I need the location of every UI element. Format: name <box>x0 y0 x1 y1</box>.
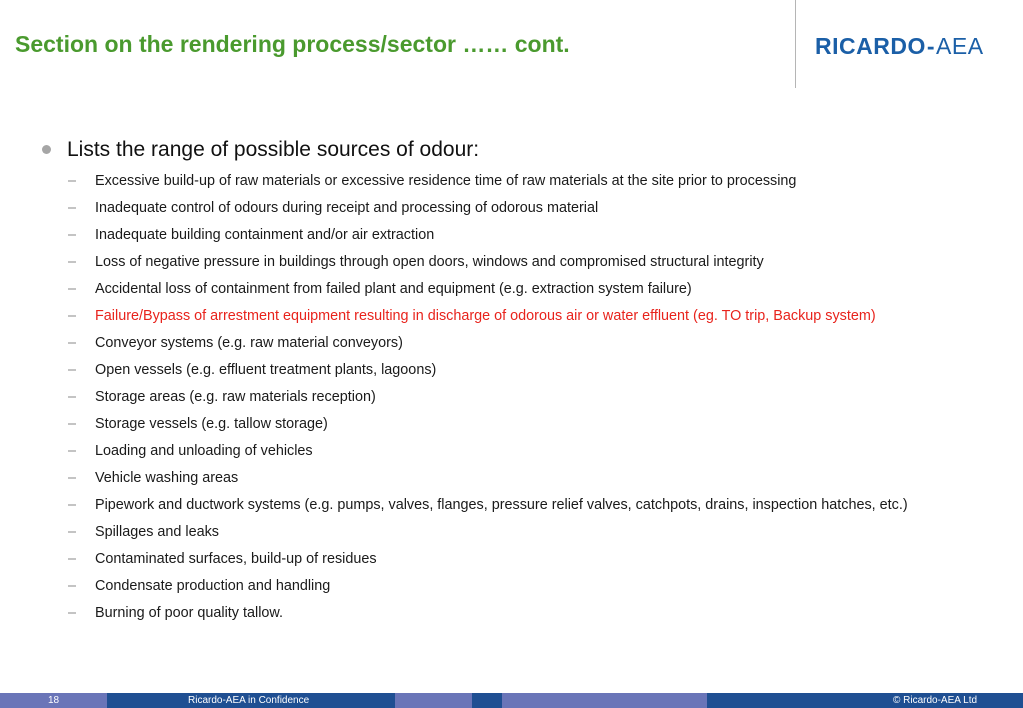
confidentiality-note: Ricardo-AEA in Confidence <box>188 695 310 706</box>
bullet-dot-icon <box>42 145 51 154</box>
dash-icon: – <box>68 335 77 351</box>
page-number: 18 <box>48 695 60 706</box>
list-item-highlighted <box>68 307 958 327</box>
dash-icon: – <box>68 443 77 459</box>
ricardo-aea-logo <box>815 33 984 60</box>
dash-icon: – <box>68 362 77 378</box>
list-item-text: Storage vessels (e.g. tallow storage) <box>95 416 328 432</box>
list-item-text: Open vessels (e.g. effluent treatment plants, lagoons) <box>95 362 437 378</box>
header-divider <box>795 0 796 88</box>
list-item-text: Conveyor systems (e.g. raw material conveyors) <box>95 335 403 351</box>
list-item <box>68 361 958 381</box>
list-item-text: Vehicle washing areas <box>95 470 239 486</box>
footer-segment <box>472 693 502 708</box>
odour-sources-list <box>68 172 958 631</box>
list-item-text: Storage areas (e.g. raw materials reception) <box>95 389 376 405</box>
list-item-text: Pipework and ductwork systems (e.g. pumps, valves, flanges, pressure relief valves, catchpots, drains, inspection hatches, etc.) <box>95 497 908 513</box>
dash-icon: – <box>68 173 77 189</box>
list-item <box>68 388 958 408</box>
list-item-text: Accidental loss of containment from failed plant and equipment (e.g. extraction system failure) <box>95 281 692 297</box>
dash-icon: – <box>68 551 77 567</box>
list-item <box>68 523 958 543</box>
list-item <box>68 577 958 597</box>
copyright-note: © Ricardo-AEA Ltd <box>893 695 978 706</box>
dash-icon: – <box>68 389 77 405</box>
list-item-text: Loading and unloading of vehicles <box>95 443 313 459</box>
footer-bar <box>0 693 1023 708</box>
logo-separator: - <box>926 33 936 59</box>
dash-icon: – <box>68 308 77 324</box>
dash-icon: – <box>68 200 77 216</box>
list-item <box>68 280 958 300</box>
dash-icon: – <box>68 416 77 432</box>
list-item <box>68 604 958 624</box>
logo-secondary: AEA <box>936 33 984 59</box>
footer-segment <box>395 693 472 708</box>
list-item-text: Excessive build-up of raw materials or excessive residence time of raw materials at the site prior to processing <box>95 173 797 189</box>
list-item <box>68 226 958 246</box>
list-item-text: Condensate production and handling <box>95 578 331 594</box>
list-item <box>68 334 958 354</box>
list-item <box>68 442 958 462</box>
list-item-text: Loss of negative pressure in buildings through open doors, windows and compromised structural integrity <box>95 254 764 270</box>
list-item-text: Inadequate control of odours during receipt and processing of odorous material <box>95 200 599 216</box>
list-item-text: Spillages and leaks <box>95 524 219 540</box>
logo-primary: RICARDO <box>815 33 926 59</box>
dash-icon: – <box>68 254 77 270</box>
list-item <box>68 172 958 192</box>
dash-icon: – <box>68 524 77 540</box>
list-item <box>68 253 958 273</box>
list-item <box>68 469 958 489</box>
dash-icon: – <box>68 281 77 297</box>
footer-segment <box>502 693 707 708</box>
list-heading: Lists the range of possible sources of odour: <box>67 138 480 161</box>
list-item <box>68 199 958 219</box>
slide-title: Section on the rendering process/sector …… cont. <box>15 31 570 57</box>
list-item-text: Failure/Bypass of arrestment equipment resulting in discharge of odorous air or water effluent (eg. TO trip, Backup system) <box>95 308 876 324</box>
list-item-text: Burning of poor quality tallow. <box>95 605 283 621</box>
list-item-text: Inadequate building containment and/or air extraction <box>95 227 435 243</box>
list-item <box>68 415 958 435</box>
dash-icon: – <box>68 470 77 486</box>
dash-icon: – <box>68 497 77 513</box>
dash-icon: – <box>68 605 77 621</box>
dash-icon: – <box>68 578 77 594</box>
dash-icon: – <box>68 227 77 243</box>
list-item <box>68 496 958 516</box>
list-item <box>68 550 958 570</box>
list-item-text: Contaminated surfaces, build-up of residues <box>95 551 377 567</box>
